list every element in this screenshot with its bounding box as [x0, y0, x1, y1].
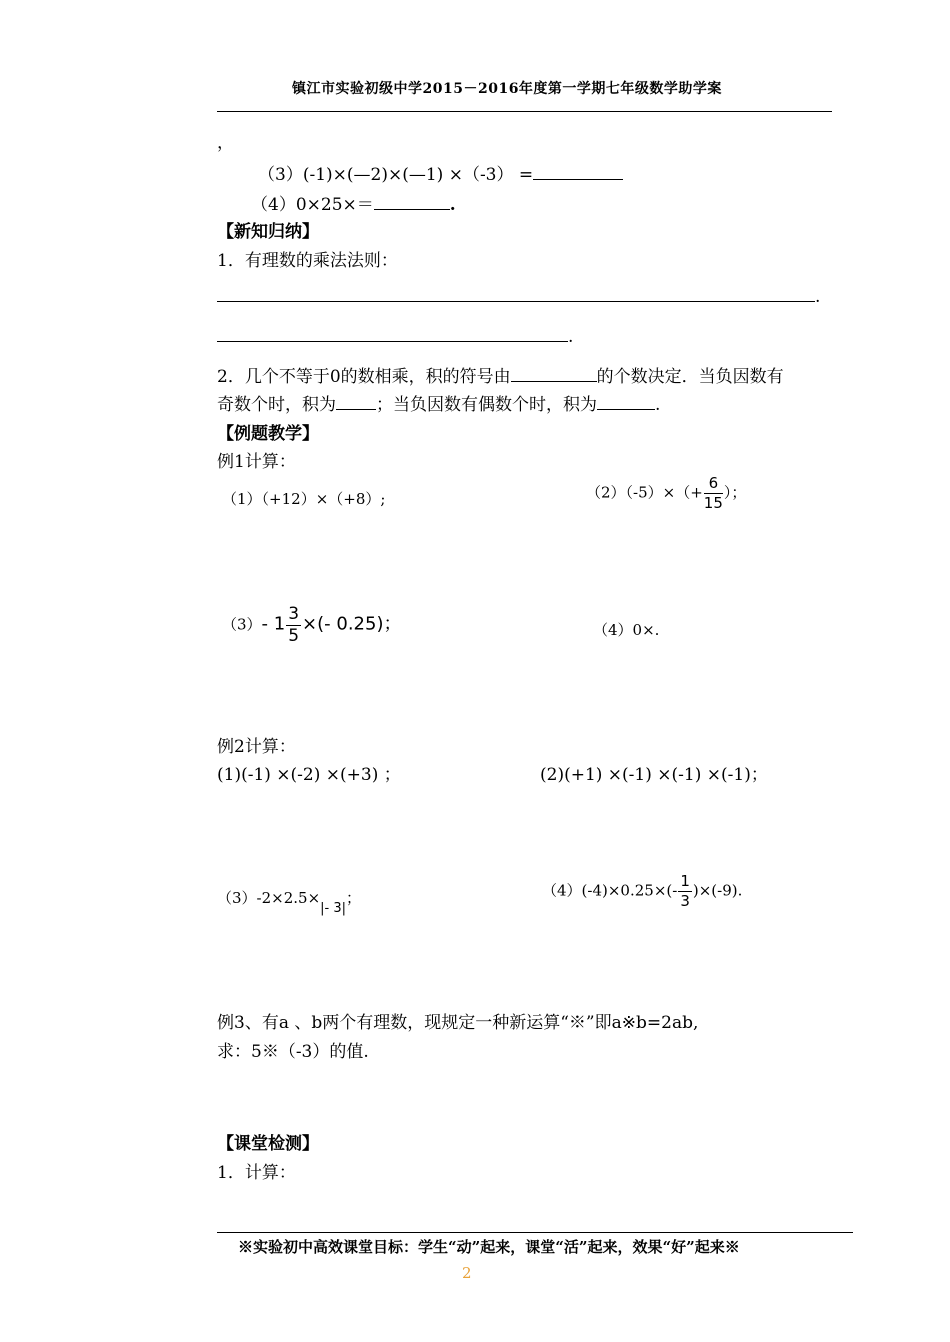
example-1-problem-3-post: ×(- 0.25)； — [302, 613, 402, 635]
question-3 — [258, 160, 623, 185]
summary-item-2-text-e: . — [655, 395, 661, 415]
page-header-title: 镇江市实验初级中学2015－2016年度第一学期七年级数学助学案 — [292, 81, 722, 97]
summary-line-1 — [217, 285, 820, 307]
question-4 — [251, 190, 456, 215]
example-2-problem-4-pre: （4）(-4)×0.25×(- — [542, 881, 678, 900]
example-2-problem-4-post: )×(-9). — [692, 881, 743, 900]
fraction-denominator: 5 — [288, 626, 300, 646]
example-1-label: 例1计算： — [217, 452, 296, 472]
summary-item-2-text-a: 2．几个不等于0的数相乘，积的符号由 — [217, 367, 511, 387]
fraction-3-5 — [286, 606, 301, 645]
example-1-problem-4: （4）0×. — [593, 621, 660, 639]
fraction-numerator: 6 — [704, 476, 723, 494]
footer-rule — [217, 1232, 853, 1233]
section-title-check: 【课堂检测】 — [217, 1134, 319, 1154]
question-3-text: （3）(-1)×(—2)×(—1) ×（-3） = — [258, 165, 534, 185]
footer-motto: ※实验初中高效课堂目标：学生“动”起来，课堂“活”起来，效果“好”起来※ — [238, 1238, 740, 1256]
section-title-examples: 【例题教学】 — [217, 424, 319, 444]
example-3-line-2: 求：5※（-3）的值. — [217, 1042, 369, 1062]
example-2-problem-3-pre: （3）-2×2.5× — [217, 889, 321, 907]
fraction-denominator: 15 — [703, 494, 723, 512]
check-item-1: 1．计算： — [217, 1163, 296, 1183]
fraction-numerator: 1 — [680, 872, 690, 890]
header-rule — [217, 111, 832, 112]
fraction-denominator: 3 — [680, 892, 690, 910]
example-1-problem-2-pre: （2）（-5）×（+ — [586, 483, 703, 502]
summary-item-2 — [217, 362, 784, 387]
answer-blank[interactable] — [217, 285, 815, 302]
example-1-problem-3-pre: （3） — [222, 615, 262, 634]
example-2-problem-3 — [217, 887, 362, 916]
summary-line-2 — [217, 325, 573, 347]
question-4-end: . — [449, 195, 456, 215]
summary-item-2-text-b: 的个数决定．当负因数有 — [596, 367, 784, 387]
answer-blank[interactable] — [336, 393, 376, 410]
example-2-problem-4 — [542, 874, 742, 909]
example-1-problem-3 — [222, 606, 401, 645]
fraction-6-15 — [704, 476, 723, 511]
example-1-problem-2-post: ）； — [723, 483, 747, 502]
example-1-problem-2 — [586, 476, 746, 511]
line-dot: . — [815, 287, 821, 307]
leading-comma: ， — [217, 133, 234, 153]
fraction-1-3 — [678, 874, 692, 909]
answer-blank[interactable] — [511, 365, 597, 382]
answer-blank[interactable] — [597, 393, 655, 410]
example-2-problem-1: (1)(-1) ×(-2) ×(+3) ； — [217, 765, 401, 785]
line-dot: . — [568, 327, 574, 347]
example-1-problem-1: （1）（+12）×（+8）; — [222, 490, 386, 508]
section-title-summary: 【新知归纳】 — [217, 222, 319, 242]
question-4-text: （4）0×25×＝ — [251, 195, 374, 215]
summary-item-1: 1．有理数的乘法法则： — [217, 251, 398, 271]
summary-item-2-text-c: 奇数个时，积为 — [217, 395, 336, 415]
answer-blank[interactable] — [533, 163, 623, 180]
page-number: 2 — [462, 1264, 472, 1282]
summary-item-2-text-d: ；当负因数有偶数个时，积为 — [376, 395, 597, 415]
example-2-problem-2: (2)(+1) ×(-1) ×(-1) ×(-1)； — [540, 765, 768, 785]
mixed-number-whole: - 1 — [261, 613, 286, 635]
answer-blank[interactable] — [217, 325, 568, 342]
example-3-line-1: 例3、有a 、b两个有理数，现规定一种新运算“※”即a※b=2ab, — [217, 1013, 699, 1033]
example-2-label: 例2计算： — [217, 737, 296, 757]
example-2-problem-3-post: ； — [346, 889, 362, 907]
fraction-numerator: 3 — [288, 604, 300, 624]
summary-item-2-cont — [217, 390, 660, 415]
absolute-value: |- 3| — [320, 901, 347, 916]
answer-blank[interactable] — [374, 193, 450, 210]
